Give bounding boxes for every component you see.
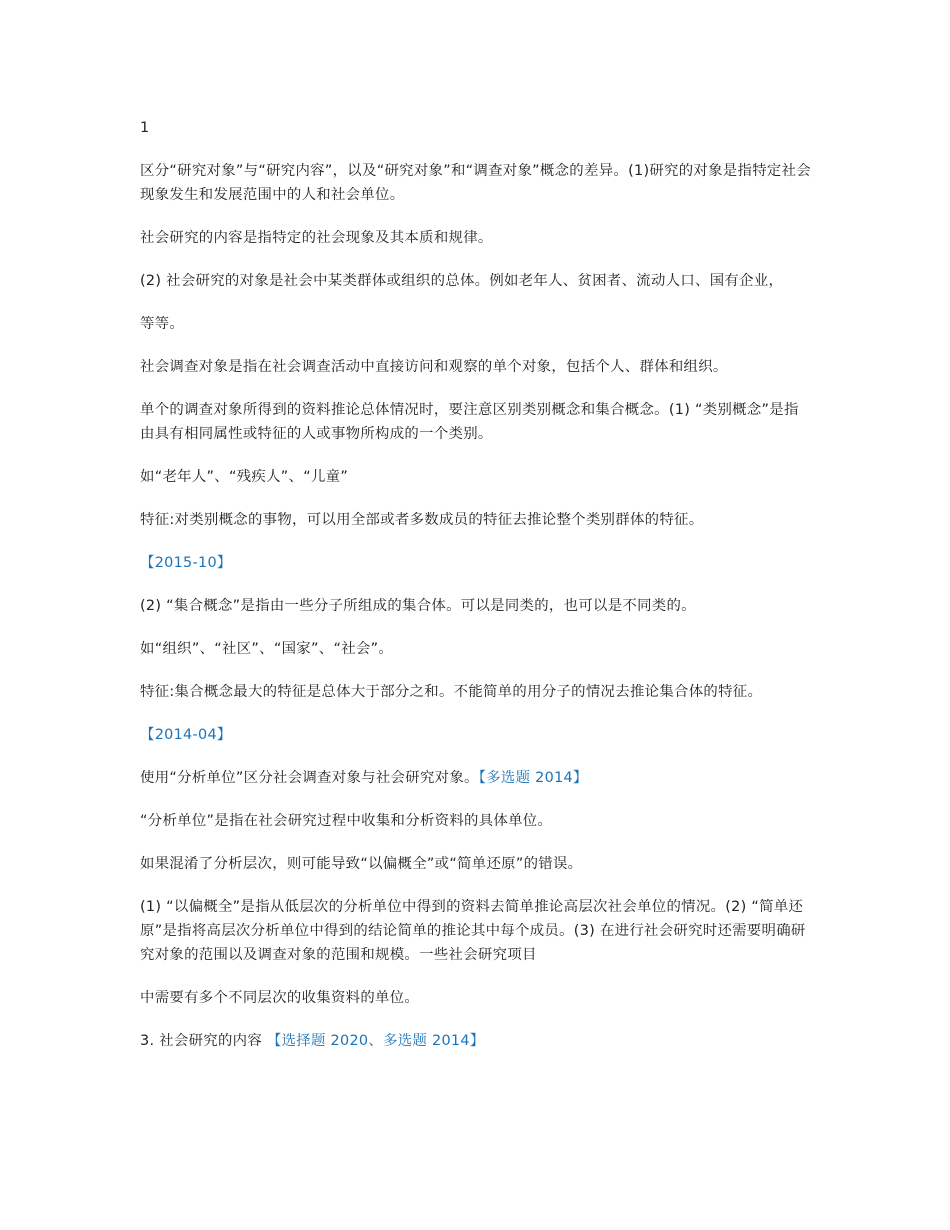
paragraph: 特征:对类别概念的事物，可以用全部或者多数成员的特征去推论整个类别群体的特征。 [140,512,704,528]
paragraph: (1) “以偏概全”是指从低层次的分析单位中得到的资料去简单推论高层次社会单位的情况。(2) “简单还原”是指将高层次分析单位中得到的结论简单的推论其中每个成员。(3) 在进行社会研究时还需要明确研究对象的范围以及调查对象的范围和规模。一些社会研究项目 [140,899,806,963]
paragraph: 社会研究的内容是指特定的社会现象及其本质和规律。 [140,230,493,246]
paragraph: 特征:集合概念最大的特征是总体大于部分之和。不能简单的用分子的情况去推论集合体的特征。 [140,684,763,700]
page-number: 1 [140,120,150,136]
paragraph [140,766,812,790]
paragraph-text: 使用“分析单位”区分社会调查对象与社会研究对象。 [140,770,479,786]
paragraph: (2) “集合概念”是指由一些分子所组成的集合体。可以是同类的，也可以是不同类的。 [140,598,696,614]
paragraph: 如“组织”、“社区”、“国家”、“社会”。 [140,641,394,657]
paragraph: 中需要有多个不同层次的收集资料的单位。 [140,990,420,1006]
exam-tag: 【2014-04】 [140,727,232,743]
paragraph: “分析单位”是指在社会研究过程中收集和分析资料的具体单位。 [140,813,553,829]
paragraph: 区分“研究对象”与“研究内容”，以及“研究对象”和“调查对象”概念的差异。(1)研究的对象是指特定社会现象发生和发展范围中的人和社会单位。 [140,163,811,203]
paragraph: (2) 社会研究的对象是社会中某类群体或组织的总体。例如老年人、贫困者、流动人口、国有企业， [140,273,784,289]
paragraph: 如“老年人”、“残疾人”、“儿童” [140,469,349,485]
exam-tag: 【选择题 2020、多选题 2014】 [266,1033,485,1049]
paragraph: 单个的调查对象所得到的资料推论总体情况时，要注意区别类别概念和集合概念。(1) “类别概念”是指由具有相同属性或特征的人或事物所构成的一个类别。 [140,402,799,442]
paragraph: 如果混淆了分析层次，则可能导致“以偏概全”或“简单还原”的错误。 [140,856,583,872]
exam-tag: 【多选题 2014】 [478,770,588,786]
exam-tag: 【2015-10】 [140,555,232,571]
document-body [140,116,812,1072]
section-heading [140,1029,812,1053]
paragraph: 社会调查对象是指在社会调查活动中直接访问和观察的单个对象，包括个人、群体和组织。 [140,359,728,375]
paragraph: 等等。 [140,316,185,332]
section-heading-text: 3. 社会研究的内容 [140,1033,267,1049]
